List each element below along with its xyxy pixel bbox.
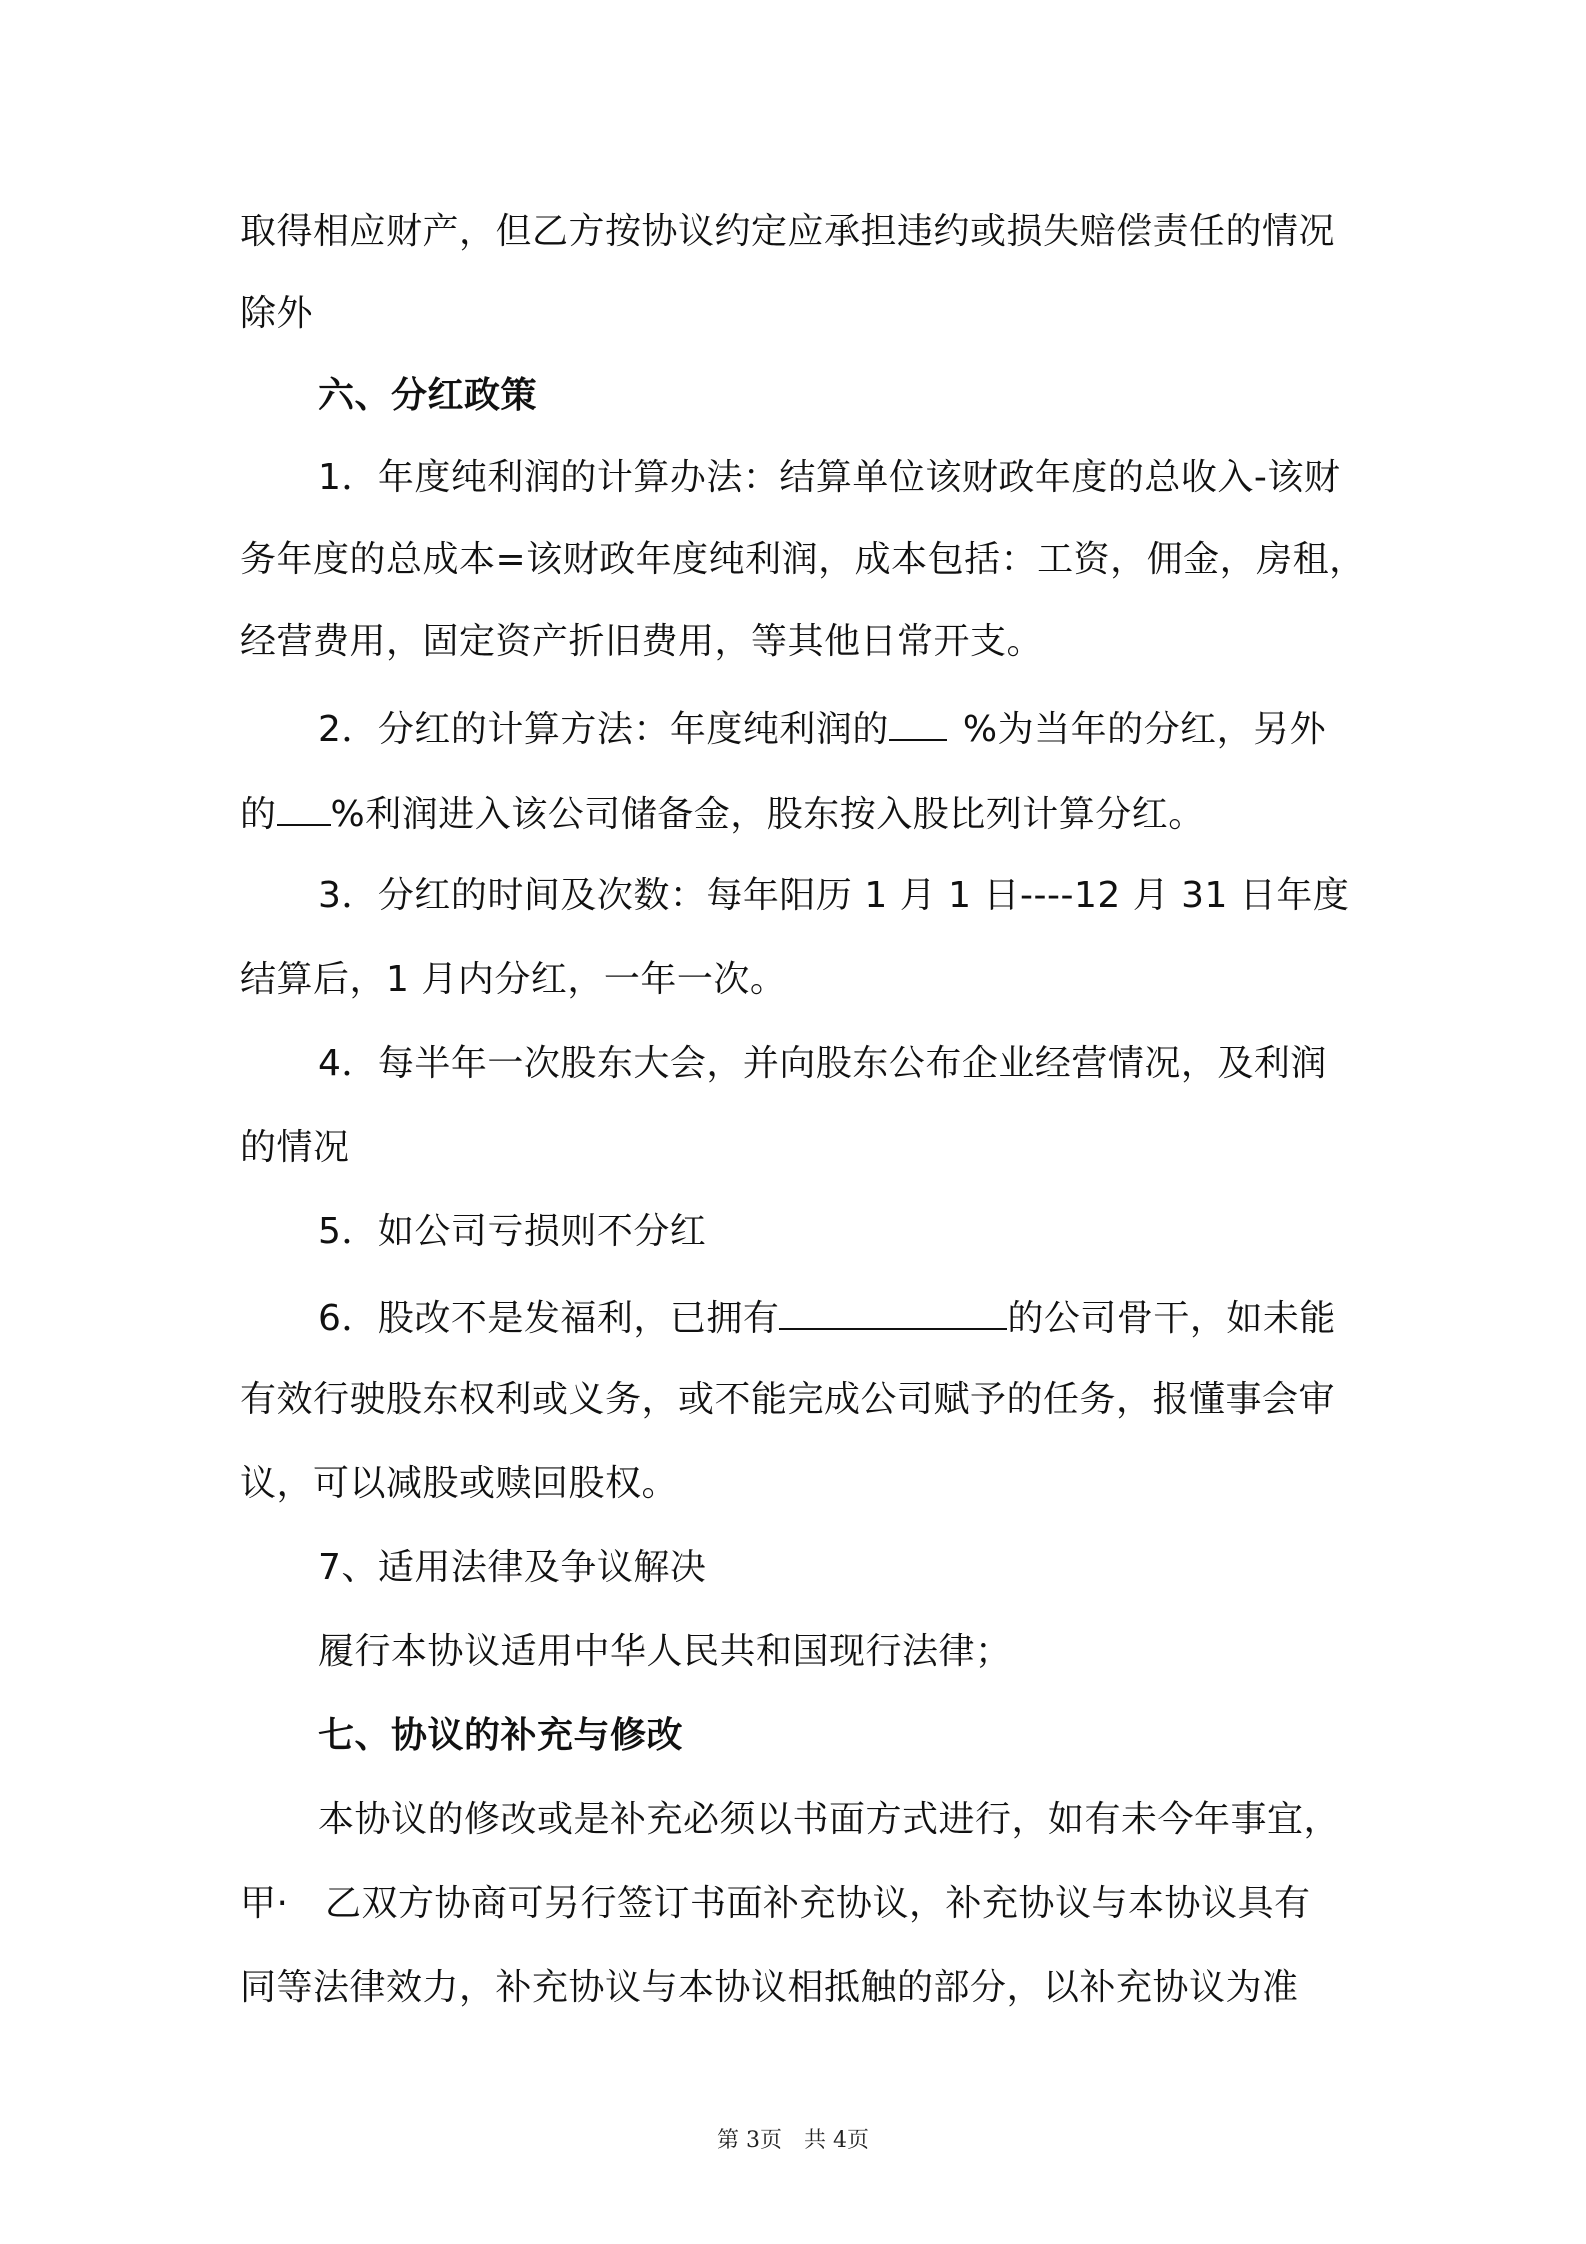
text-line: 经营费用，固定资产折旧费用，等其他日常开支。 [240, 621, 1044, 662]
text-line [318, 1292, 1336, 1343]
text-line: 除外 [240, 293, 314, 334]
fill-in-blank [889, 703, 947, 741]
text-line: 3．分红的时间及次数：每年阳历 1 月 1 日----12 月 31 日年度 [318, 875, 1350, 916]
text-line: 有效行驶股东权利或义务，或不能完成公司赋予的任务，报懂事会审 [240, 1379, 1336, 1420]
section-heading: 七、协议的补充与修改 [318, 1715, 684, 1756]
text-line: 4．每半年一次股东大会，并向股东公布企业经营情况，及利润 [318, 1043, 1327, 1084]
page-footer: 第 3页 共 4页 [717, 2128, 869, 2153]
text-line: 结算后，1 月内分红，一年一次。 [240, 959, 787, 1000]
text-line [240, 788, 1205, 839]
text-line: 务年度的总成本=该财政年度纯利润，成本包括：工资，佣金，房租， [240, 539, 1366, 580]
text-line: 甲· 乙双方协商可另行签订书面补充协议，补充协议与本协议具有 [240, 1883, 1311, 1924]
text-line: 同等法律效力，补充协议与本协议相抵触的部分，以补充协议为准 [240, 1967, 1299, 2008]
text-segment: %利润进入该公司储备金，股东按入股比列计算分红。 [330, 794, 1205, 835]
text-line: 的情况 [240, 1127, 350, 1168]
text-segment: 6．股改不是发福利，已拥有 [318, 1298, 780, 1339]
section-heading: 六、分红政策 [318, 375, 538, 416]
text-line: 履行本协议适用中华人民共和国现行法律； [318, 1631, 1012, 1672]
text-line: 取得相应财产，但乙方按协议约定应承担违约或损失赔偿责任的情况 [240, 211, 1336, 252]
text-segment: 的 [240, 794, 277, 835]
fill-in-blank [277, 788, 331, 826]
text-segment: 的公司骨干，如未能 [1007, 1298, 1336, 1339]
text-segment: 2．分红的计算方法：年度纯利润的 [318, 709, 889, 750]
text-line: 1．年度纯利润的计算办法：结算单位该财政年度的总收入-该财 [318, 457, 1341, 498]
text-line [318, 703, 1326, 754]
fill-in-blank [779, 1292, 1007, 1330]
text-segment: %为当年的分红，另外 [962, 709, 1327, 750]
text-line: 议，可以减股或赎回股权。 [240, 1463, 679, 1504]
text-line: 本协议的修改或是补充必须以书面方式进行，如有未今年事宜， [318, 1799, 1341, 1840]
text-line: 7、适用法律及争议解决 [318, 1547, 707, 1588]
text-line: 5．如公司亏损则不分红 [318, 1211, 707, 1252]
